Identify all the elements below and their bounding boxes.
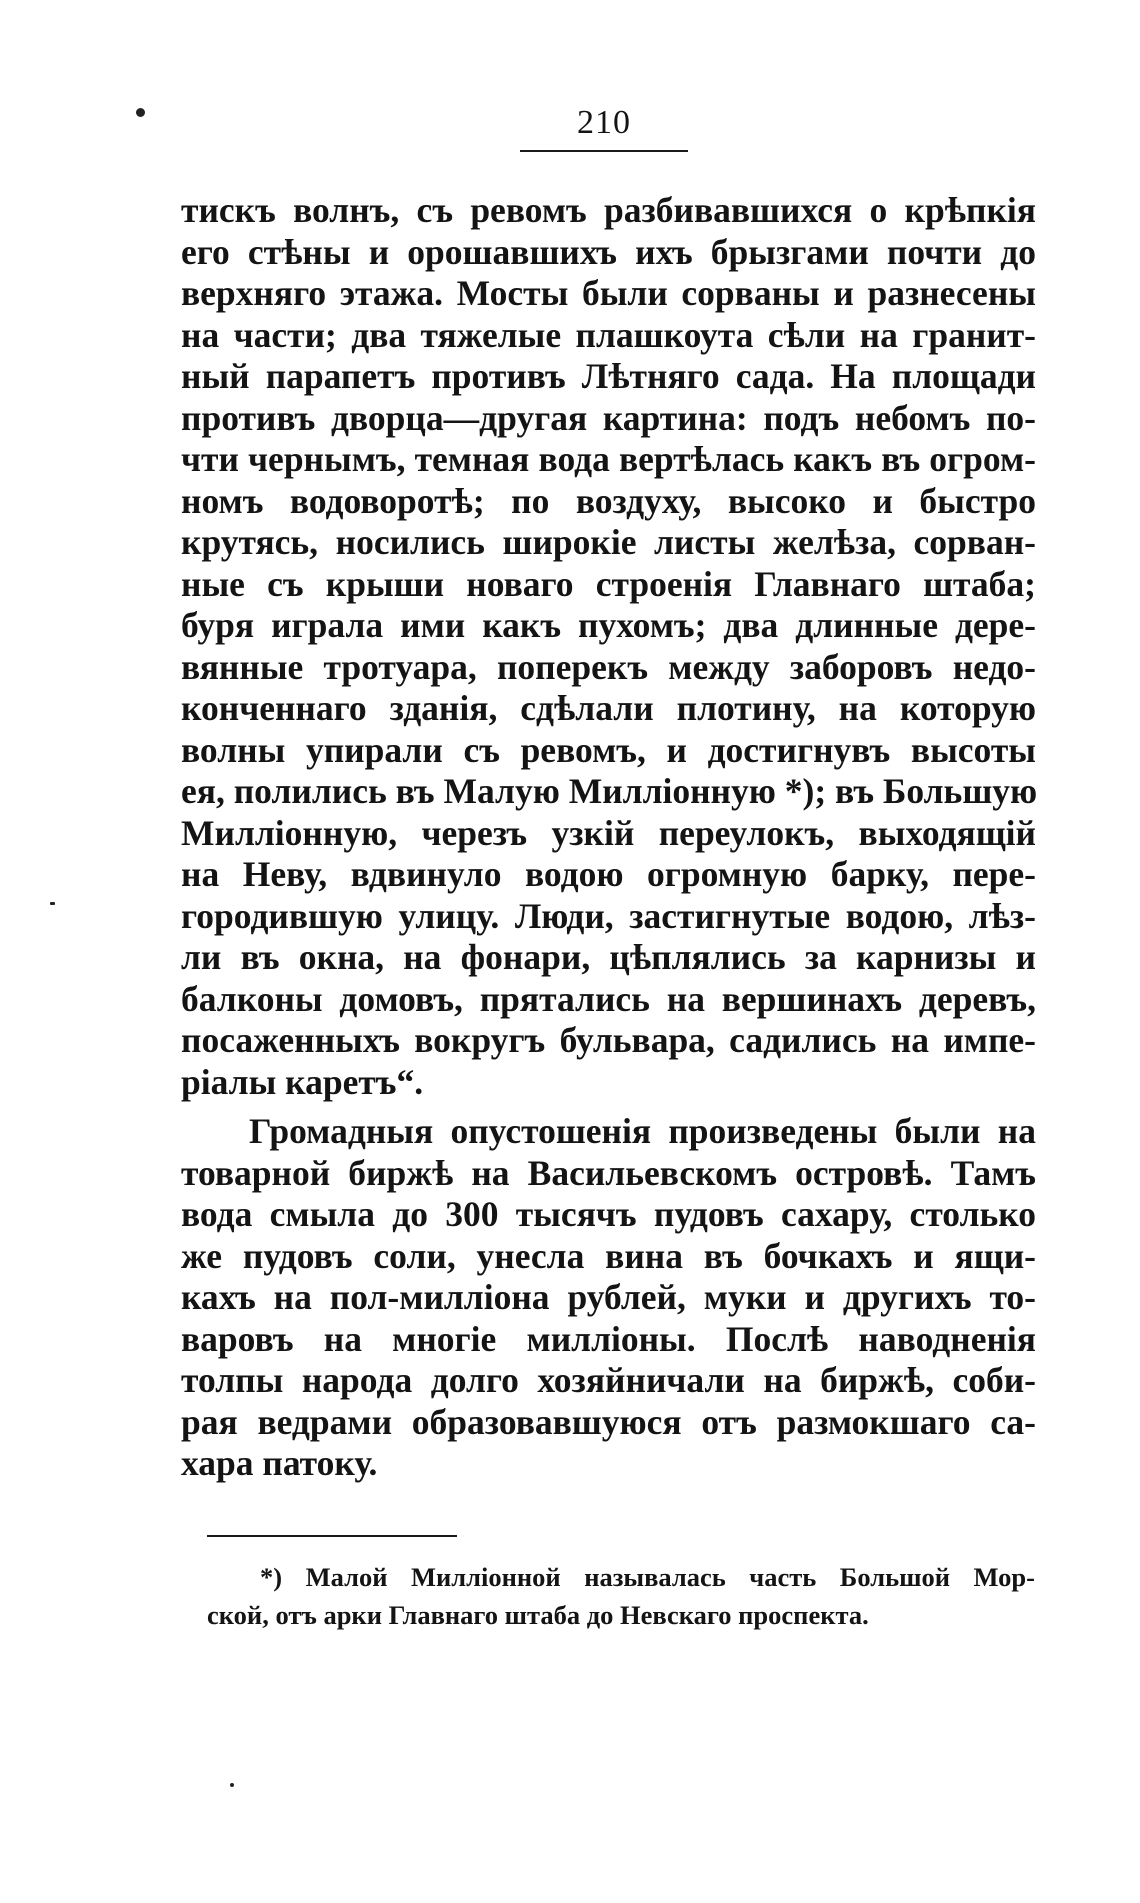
text-line: ли въ окна, на фонари, цѣплялись за карнизы и	[181, 937, 1036, 977]
text-line: балконы домовъ, прятались на вершинахъ деревъ,	[181, 978, 1036, 1019]
text-line: товарной биржѣ на Васильевскомъ островѣ. Тамъ	[181, 1152, 1036, 1193]
text-line: тискъ волнъ, съ ревомъ разбивавшихся о крѣпкія	[181, 190, 1036, 230]
text-line: толпы народа долго хозяйничали на биржѣ, соби-	[181, 1360, 1036, 1400]
text-line: ные съ крыши новаго строенія Главнаго штаба;	[181, 563, 1036, 604]
footnote-line: *) Малой Милліонной называлась часть Большой Мор-	[260, 1562, 1035, 1592]
ink-speck	[136, 108, 145, 117]
text-line: на Неву, вдвинуло водою огромную барку, пере-	[181, 854, 1036, 894]
text-line: волны упирали съ ревомъ, и достигнувъ высоты	[181, 729, 1036, 770]
text-line: номъ водоворотѣ; по воздуху, высоко и быстро	[181, 480, 1036, 521]
header-rule	[520, 150, 688, 152]
paragraph	[181, 1111, 1036, 1485]
text-line: верхняго этажа. Мосты были сорваны и разнесены	[181, 273, 1036, 313]
text-line: вянные тротуара, поперекъ между заборовъ недо-	[181, 646, 1036, 687]
text-line: ріалы каретъ“.	[181, 1061, 424, 1102]
paragraph-gap	[181, 1103, 1036, 1111]
text-line: же пудовъ соли, унесла вина въ бочкахъ и ящи-	[181, 1235, 1036, 1276]
body-text	[181, 190, 1036, 1485]
margin-mark	[230, 1783, 234, 1787]
text-line: Громадныя опустошенія произведены были на	[249, 1111, 1036, 1151]
text-line: на части; два тяжелые плашкоута сѣли на гранит-	[181, 314, 1036, 355]
text-line: посаженныхъ вокругъ бульвара, садились на импе-	[181, 1020, 1036, 1060]
text-line: кахъ на пол-милліона рублей, муки и другихъ то-	[181, 1277, 1036, 1317]
paragraph	[181, 190, 1036, 1103]
page-number: 210	[577, 104, 631, 141]
text-line: чти чернымъ, темная вода вертѣлась какъ въ огром-	[181, 439, 1036, 479]
text-line: ея, полились въ Малую Милліонную *); въ Большую	[181, 771, 1038, 811]
text-line: конченнаго зданія, сдѣлали плотину, на которую	[181, 688, 1036, 728]
text-line: крутясь, носились широкіе листы желѣза, сорван-	[181, 522, 1036, 562]
text-line: его стѣны и орошавшихъ ихъ брызгами почти до	[181, 231, 1036, 272]
text-line: вода смыла до 300 тысячъ пудовъ сахару, столько	[181, 1194, 1036, 1234]
text-line: хара патоку.	[181, 1443, 378, 1483]
margin-mark	[50, 902, 55, 905]
text-line: Милліонную, черезъ узкій переулокъ, выходящій	[181, 812, 1036, 853]
footnote	[207, 1558, 1035, 1634]
footnote-line: ской, отъ арки Главнаго штаба до Невскаго проспекта.	[207, 1600, 869, 1630]
text-line: буря играла ими какъ пухомъ; два длинные дере-	[181, 605, 1036, 645]
text-line: варовъ на многіе милліоны. Послѣ наводненія	[181, 1318, 1036, 1359]
text-line: противъ дворца—другая картина: подъ небомъ по-	[181, 397, 1036, 438]
text-line: ный парапетъ противъ Лѣтняго сада. На площади	[181, 356, 1036, 396]
text-line: рая ведрами образовавшуюся отъ размокшаго са-	[181, 1401, 1036, 1442]
text-line: городившую улицу. Люди, застигнутые водою, лѣз-	[181, 895, 1036, 936]
footnote-rule	[207, 1535, 457, 1537]
